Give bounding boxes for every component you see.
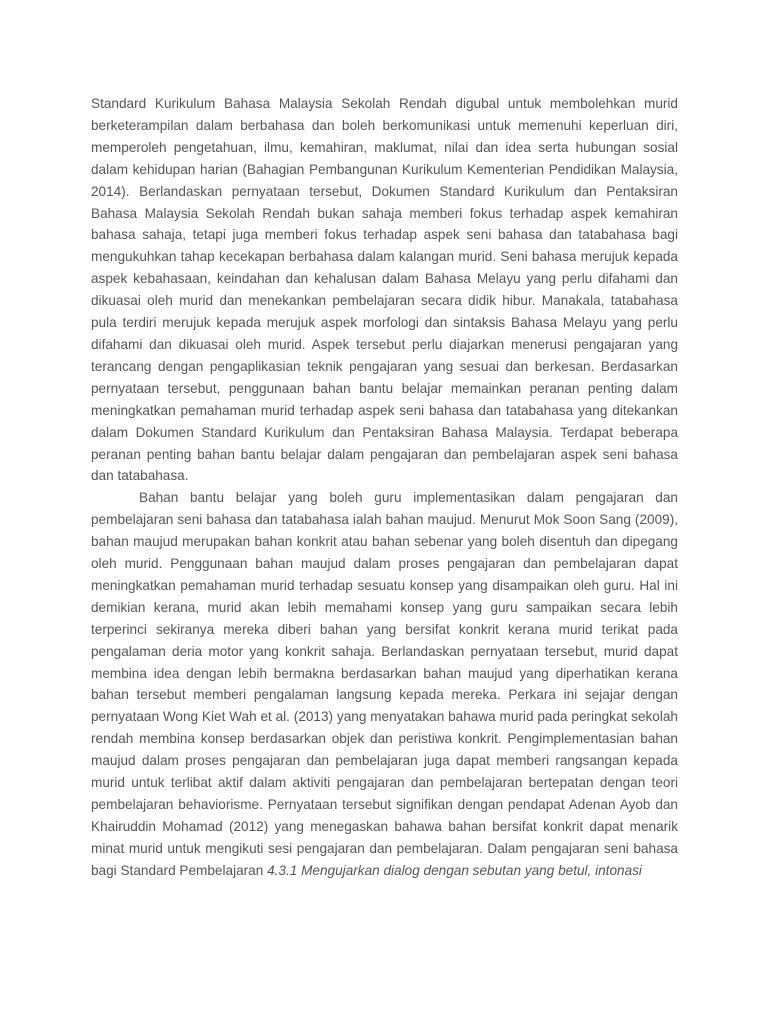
paragraph-2-text: Bahan bantu belajar yang boleh guru implementasikan dalam pengajaran dan pembelajaran seni bahasa dan tatabahasa ialah bahan maujud. Menurut Mok Soon Sang (2009), bahan maujud merupakan bahan konkrit atau bahan sebenar yang boleh disentuh dan dipegang oleh murid. Penggunaan bahan maujud dalam proses pengajaran dan pembelajaran dapat meningkatkan pemahaman murid terhadap sesuatu konsep yang disampaikan oleh guru. Hal ini demikian kerana, murid akan lebih memahami konsep yang guru sampaikan secara lebih terperinci sekiranya mereka diberi bahan yang bersifat konkrit kerana murid terikat pada pengalaman deria motor yang konkrit sahaja. Berlandaskan pernyataan tersebut, murid dapat membina idea dengan lebih bermakna berdasarkan bahan maujud yang diperhatikan kerana bahan tersebut memberi pengalaman langsung kepada mereka. Perkara ini sejajar dengan pernyataan Wong Kiet Wah et al. (2013) yang menyatakan bahawa murid pada peringkat sekolah rendah membina konsep berdasarkan objek dan peristiwa konkrit. Pengimplementasian bahan maujud dalam proses pengajaran dan pembelajaran juga dapat memberi rangsangan kepada murid untuk terlibat aktif dalam aktiviti pengajaran dan pembelajaran bertepatan dengan teori pembelajaran behaviorisme. Pernyataan tersebut signifikan dengan pendapat Adenan Ayob dan Khairuddin Mohamad (2012) yang menegaskan bahawa bahan bersifat konkrit dapat menarik minat murid untuk mengikuti sesi pengajaran dan pembelajaran. Dalam pengajaran seni bahasa bagi Standard Pembelajaran [91,490,678,878]
paragraph-1: Standard Kurikulum Bahasa Malaysia Sekolah Rendah digubal untuk membolehkan murid berketerampilan dalam berbahasa dan boleh berkomunikasi untuk memenuhi keperluan diri, memperoleh pengetahuan, ilmu, kemahiran, maklumat, nilai dan idea serta hubungan sosial dalam kehidupan harian (Bahagian Pembangunan Kurikulum Kementerian Pendidikan Malaysia, 2014). Berlandaskan pernyataan tersebut, Dokumen Standard Kurikulum dan Pentaksiran Bahasa Malaysia Sekolah Rendah bukan sahaja memberi fokus terhadap aspek kemahiran bahasa sahaja, tetapi juga memberi fokus terhadap aspek seni bahasa dan tatabahasa bagi mengukuhkan tahap kecekapan berbahasa dalam kalangan murid. Seni bahasa merujuk kepada aspek kebahasaan, keindahan dan kehalusan dalam Bahasa Melayu yang perlu difahami dan dikuasai oleh murid dan menekankan pembelajaran secara didik hibur. Manakala, tatabahasa pula terdiri merujuk kepada merujuk aspek morfologi dan sintaksis Bahasa Melayu yang perlu difahami dan dikuasai oleh murid. Aspek tersebut perlu diajarkan menerusi pengajaran yang terancang dengan pengaplikasian teknik pengajaran yang sesuai dan berkesan. Berdasarkan pernyataan tersebut, penggunaan bahan bantu belajar memainkan peranan penting dalam meningkatkan pemahaman murid terhadap aspek seni bahasa dan tatabahasa yang ditekankan dalam Dokumen Standard Kurikulum dan Pentaksiran Bahasa Malaysia. Terdapat beberapa peranan penting bahan bantu belajar dalam pengajaran dan pembelajaran aspek seni bahasa dan tatabahasa. [91,96,678,484]
paragraph-2-italic-tail: 4.3.1 Mengujarkan dialog dengan sebutan yang betul, intonasi [267,862,642,878]
document-body [91,93,678,882]
paragraph-2 [91,487,678,881]
